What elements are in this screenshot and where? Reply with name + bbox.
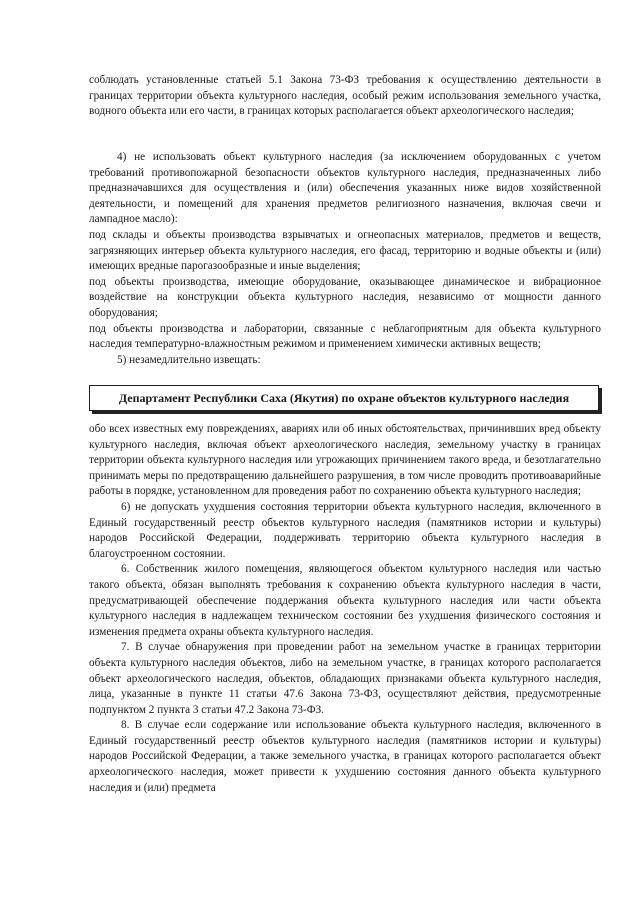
- item5-intro: 5) незамедлительно извещать:: [117, 353, 261, 366]
- top-paragraph: соблюдать установленные статьей 5.1 Закона 73-ФЗ требования к осуществлению деятельности в границах территории объекта культурного наследия, особый режим использования земельного участка, водного объекта или его части, в границах которых располагается объект археологического наследия;: [89, 74, 601, 118]
- department-name: Департамент Республики Саха (Якутия) по охране объектов культурного наследия: [118, 390, 570, 405]
- item4-sub3: под объекты производства и лаборатории, связанные с неблагоприятным для объекта культурного наследия температурно-влажностным режимом и применением химически активных веществ;: [89, 322, 601, 351]
- item4-sub2: под объекты производства, имеющие оборудование, оказывающее динамическое и вибрационное воздействие на конструкции объекта культурного наследия, независимо от мощности данного оборудования;: [89, 275, 601, 319]
- section8-paragraph: 8. В случае если содержание или использование объекта культурного наследия, включенного в Единый государственный реестр объектов культурного наследия (памятников истории и культуры) народов Российской Федерации, а также земельного участка, в границах которого располагается объект археологического наследия, может привести к ухудшению состояния данного объекта культурного наследия и (или) предмета: [89, 719, 601, 794]
- item4-sub1: под склады и объекты производства взрывчатых и огнеопасных материалов, предметов и веществ, загрязняющих интерьер объекта культурного наследия, его фасад, территорию и водные объекты и (или) имеющих вредные парогазообразные и иные выделения;: [89, 228, 601, 273]
- item4-block: [89, 150, 601, 368]
- top-paragraph-block: [89, 73, 601, 120]
- item5-continuation: обо всех известных ему повреждениях, авариях или об иных обстоятельствах, причинивших вред объекту культурного наследия, включая объект археологического наследия, земельному участку в границах территории объекта культурного наследия или угрожающих причинением такого вреда, и безотлагательно принимать меры по предотвращению дальнейшего разрушения, в том числе проводить противоаварийные работы в порядке, установленном для проведения работ по сохранению объекта культурного наследия;: [89, 423, 601, 498]
- item4-intro: 4) не использовать объект культурного наследия (за исключением оборудованных с учетом требований противопожарной безопасности объектов культурного наследия, предназначенных либо предназначавшихся для осуществления и (или) обеспечения указанных ниже видов хозяйственной деятельности, и помещений для хранения предметов религиозного назначения, включая свечи и лампадное масло):: [89, 151, 601, 226]
- main-body-block: [89, 422, 601, 796]
- section6-paragraph: 6. Собственник жилого помещения, являющегося объектом культурного наследия или частью такого объекта, обязан выполнять требования к сохранению объекта культурного наследия в части, предусматривающей обеспечение поддержания объекта культурного наследия или части объекта культурного наследия в надлежащем техническом состоянии без ухудшения физического состояния и изменения предмета охраны объекта культурного наследия.: [89, 563, 601, 638]
- department-box: [89, 385, 599, 411]
- item6-paragraph: 6) не допускать ухудшения состояния территории объекта культурного наследия, включенного в Единый государственный реестр объектов культурного наследия (памятников истории и культуры) народов Российской Федерации, поддерживать территорию объекта культурного наследия в благоустроенном состоянии.: [89, 500, 601, 560]
- section7-paragraph: 7. В случае обнаружения при проведении работ на земельном участке в границах территории объекта культурного наследия объектов, либо на земельном участке, в границах которого располагается объект археологического наследия, объектов, обладающих признаками объекта культурного наследия, лица, указанные в пункте 11 статьи 47.6 Закона 73-ФЗ, осуществляют действия, предусмотренные подпунктом 2 пункта 3 статьи 47.2 Закона 73-ФЗ.: [89, 641, 601, 716]
